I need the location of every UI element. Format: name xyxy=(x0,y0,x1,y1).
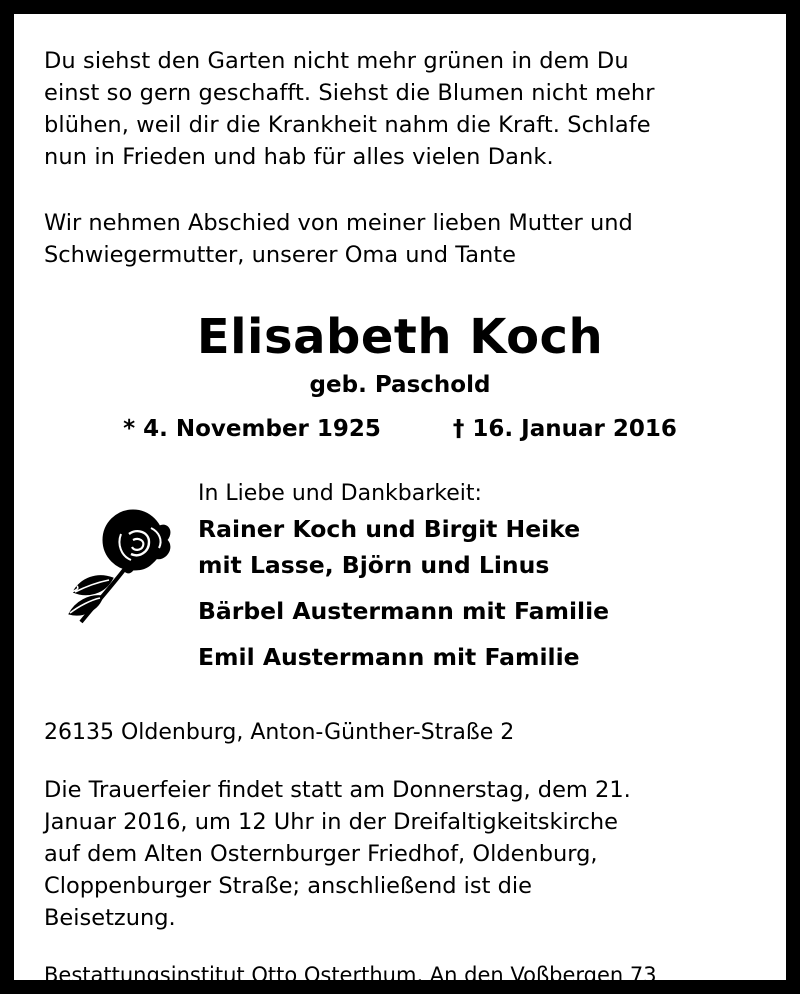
intro-block xyxy=(44,208,756,272)
death-date: † 16. Januar 2016 xyxy=(452,416,677,443)
mourner-line: Emil Austermann mit Familie xyxy=(198,643,580,672)
mourners-lead: In Liebe und Dankbarkeit: xyxy=(198,481,482,507)
address-line: 26135 Oldenburg, Anton-Günther-Straße 2 xyxy=(44,720,515,746)
obituary-card xyxy=(14,14,786,987)
birth-date: * 4. November 1925 xyxy=(123,416,381,443)
mourner-line: mit Lasse, Björn und Linus xyxy=(198,550,550,579)
ceremony-line: Die Trauerfeier findet statt am Donnerstag, dem 21. xyxy=(44,777,631,804)
poem-line: Du siehst den Garten nicht mehr grünen in dem Du xyxy=(44,48,629,74)
funeral-home-line: Bestattungsinstitut Otto Osterthum, An den Voßbergen 73 xyxy=(44,962,657,987)
intro-line: Schwiegermutter, unserer Oma und Tante xyxy=(44,241,516,268)
poem-block xyxy=(44,46,756,174)
maiden-name: geb. Paschold xyxy=(309,372,491,399)
deceased-name-block xyxy=(44,308,756,443)
poem-line: einst so gern geschafft. Siehst die Blumen nicht mehr xyxy=(44,79,655,106)
ceremony-line: auf dem Alten Osternburger Friedhof, Oldenburg, xyxy=(44,841,598,868)
ceremony-block xyxy=(44,775,756,935)
poem-line: blühen, weil dir die Krankheit nahm die Kraft. Schlafe xyxy=(44,111,651,138)
ceremony-line: Januar 2016, um 12 Uhr in der Dreifaltigkeitskirche xyxy=(44,809,619,836)
life-dates xyxy=(44,416,756,442)
mourners-section xyxy=(44,478,756,674)
ceremony-line: Beisetzung. xyxy=(44,904,176,931)
poem-line: nun in Frieden und hab für alles vielen Dank. xyxy=(44,143,554,170)
rose-icon xyxy=(44,478,194,636)
mourners-list xyxy=(194,478,756,674)
ceremony-line: Cloppenburger Straße; anschließend ist die xyxy=(44,872,532,899)
mourner-line: Bärbel Austermann mit Familie xyxy=(198,597,610,626)
mourner-line: Rainer Koch und Birgit Heike xyxy=(198,514,581,543)
intro-line: Wir nehmen Abschied von meiner lieben Mutter und xyxy=(44,209,633,236)
deceased-name: Elisabeth Koch xyxy=(196,308,604,365)
